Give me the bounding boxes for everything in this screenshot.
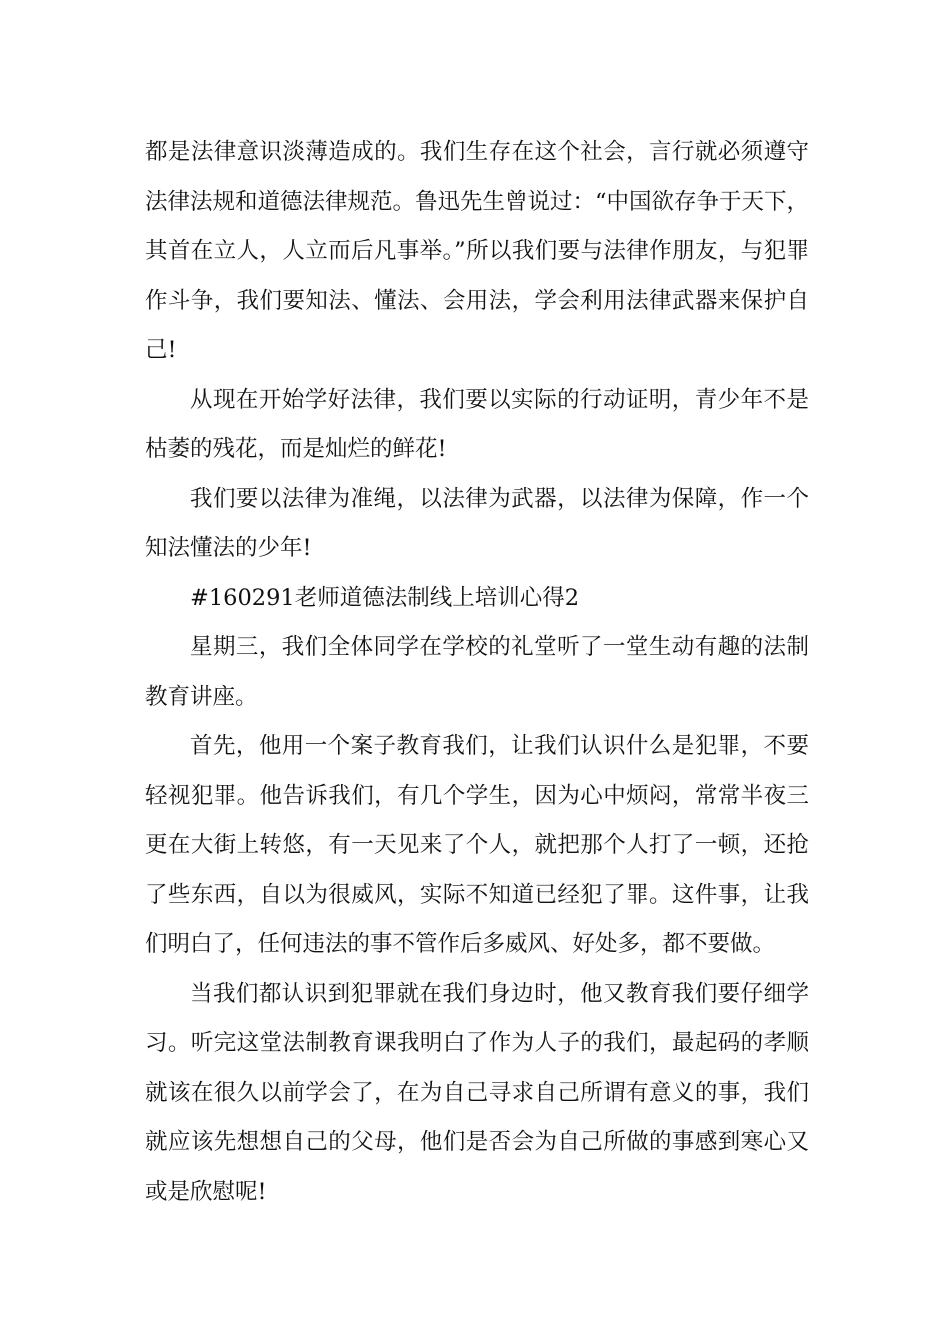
section-heading: #160291老师道德法制线上培训心得2 <box>190 584 580 611</box>
paragraph-5: 首先，他用一个案子教育我们，让我们认识什么是犯罪，不要轻视犯罪。他告诉我们，有几个学生，因为心中烦闷，常常半夜三更在大街上转悠，有一天见来了个人，就把那个人打了一顿，还抢了些东西，自以为很威风，实际不知道已经犯了罪。这件事，让我们明白了，任何违法的事不管作后多威风、好处多，都不要做。 <box>145 733 809 957</box>
paragraph-6: 当我们都认识到犯罪就在我们身边时，他又教育我们要仔细学习。听完这堂法制教育课我明白了作为人子的我们，最起码的孝顺就该在很久以前学会了，在为自己寻求自己所谓有意义的事，我们就应该先想想自己的父母，他们是否会为自己所做的事感到寒心又或是欣慰呢! <box>145 980 809 1205</box>
paragraph-2: 从现在开始学好法律，我们要以实际的行动证明，青少年不是枯萎的残花，而是灿烂的鲜花! <box>145 386 809 462</box>
paragraph-1: 都是法律意识淡薄造成的。我们生存在这个社会，言行就必须遵守法律法规和道德法律规范。鲁迅先生曾说过：“中国欲存争于天下，其首在立人，人立而后凡事举。”所以我们要与法律作朋友，与犯罪作斗争，我们要知法、懂法、会用法，学会利用法律武器来保护自己! <box>145 139 810 363</box>
document-body <box>145 128 809 1217</box>
paragraph-4: 星期三，我们全体同学在学校的礼堂听了一堂生动有趣的法制教育讲座。 <box>145 634 809 710</box>
paragraph-3: 我们要以法律为准绳，以法律为武器，以法律为保障，作一个知法懂法的少年! <box>145 485 809 561</box>
